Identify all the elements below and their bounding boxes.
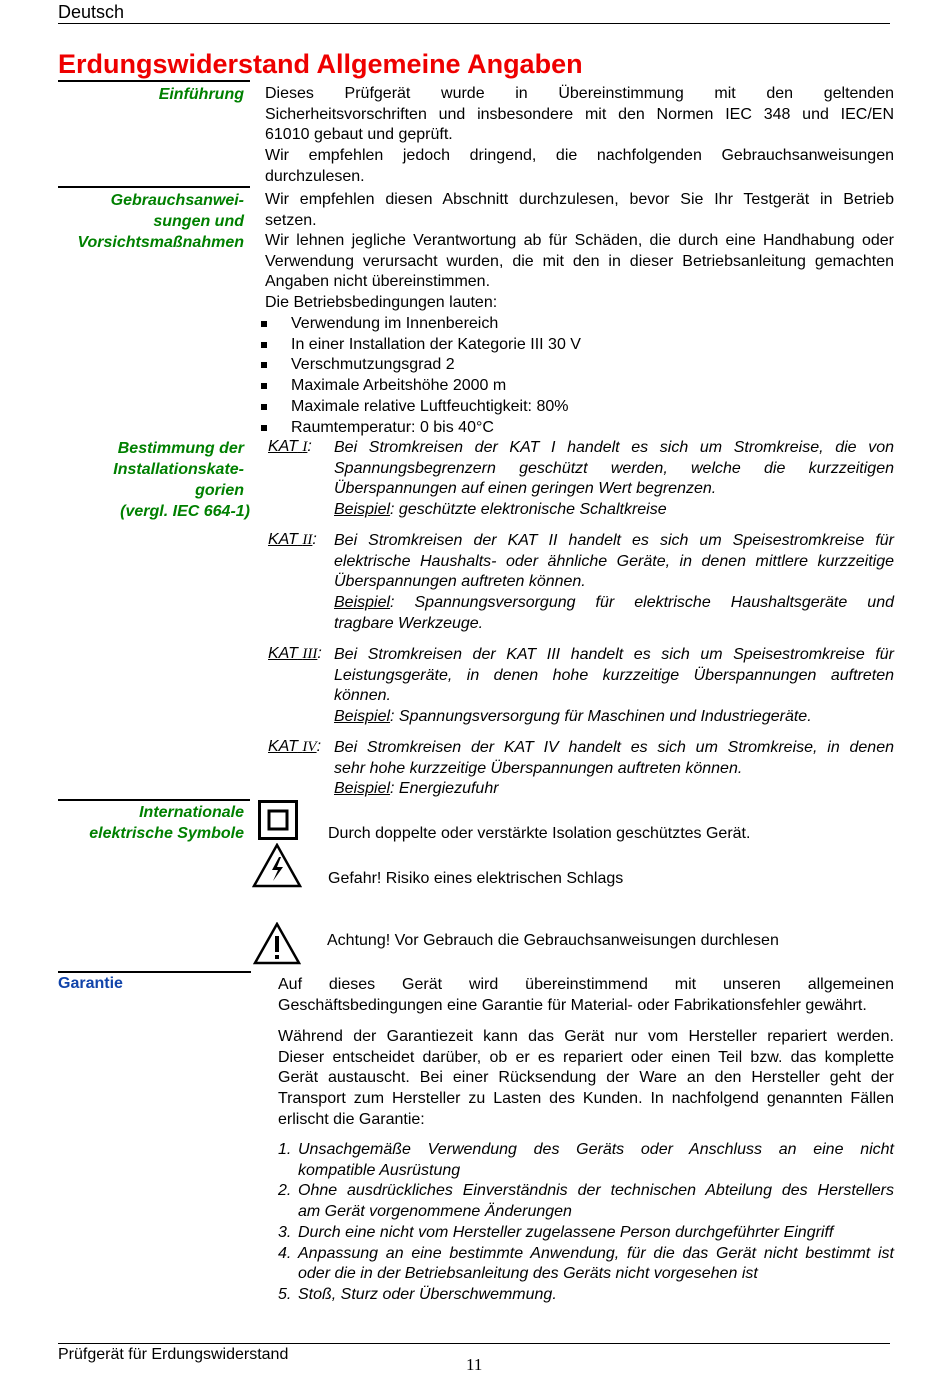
bullet-icon [261, 362, 267, 368]
text-line: Auf dieses Gerät wird übereinstimmend mit unseren allgemeinen [278, 976, 894, 993]
kat-1-description [334, 438, 894, 521]
intro-paragraph-2 [265, 146, 894, 187]
list-item: Verschmutzungsgrad 2 [265, 355, 894, 376]
side-label-line: gorien [195, 482, 244, 499]
text-line: Transport zum Hersteller zu Lasten des Kunden. In nachfolgend genannten Fällen [278, 1090, 894, 1108]
symbol-text: Achtung! Vor Gebrauch die Gebrauchsanweisungen durchlesen [327, 932, 779, 949]
side-label-warranty: Garantie [58, 975, 123, 992]
text-line: Sicherheitsvorschriften und insbesondere mit den Normen IEC 348 und IEC/EN [265, 105, 894, 123]
text-line: Spannungsbegrenzern geschützt werden, welche die kurzzeitigen [334, 459, 894, 477]
kat-4-description [334, 738, 894, 800]
list-item: Maximale Arbeitshöhe 2000 m [265, 376, 894, 397]
warranty-exclusions-list [278, 1140, 894, 1306]
text-line: Während der Garantiezeit kann das Gerät nur vom Hersteller repariert werden. [278, 1028, 894, 1045]
bullet-icon [261, 404, 267, 410]
conditions-intro: Die Betriebsbedingungen lauten: [265, 294, 498, 311]
kat-3-label: KAT III: [268, 645, 322, 662]
warranty-paragraph-2 [278, 1027, 894, 1131]
double-insulation-icon [258, 800, 298, 840]
side-label-intro: Einführung [158, 86, 244, 103]
precautions-paragraph-2 [265, 231, 894, 293]
symbol-text: Durch doppelte oder verstärkte Isolation geschütztes Gerät. [328, 825, 751, 842]
page-title: Erdungswiderstand Allgemeine Angaben [58, 49, 583, 79]
section-rule-warranty [58, 971, 251, 973]
side-label-categories [58, 438, 250, 522]
text-line: Angaben nicht übereinstimmen. [265, 273, 491, 291]
kat-2-label: KAT II: [268, 531, 317, 548]
text-line: Überspannungen auftreten können. [334, 573, 586, 591]
side-label-line: sungen und [153, 213, 244, 230]
conditions-list [265, 314, 894, 438]
example-line: Beispiel: geschützte elektronische Schaltkreise [334, 501, 667, 519]
side-label-line: Vorsichtsmaßnahmen [77, 234, 244, 251]
list-item: 2. Ohne ausdrückliches Einverständnis der technischen Abteilung des Herstellers am Gerät vorgenommene Änderungen [278, 1182, 894, 1221]
text-line: Dieser entscheidet darüber, ob er es repariert oder einen Teil bzw. das komplette [278, 1048, 894, 1066]
list-item: Raumtemperatur: 0 bis 40°C [265, 418, 894, 439]
text-line: Verwendung verursacht wurden, die mit den in dieser Betriebsanleitung gemachten [265, 252, 894, 270]
list-item: 5. Stoß, Sturz oder Überschwemmung. [278, 1285, 557, 1303]
list-item: Verwendung im Innenbereich [265, 314, 894, 335]
text-line: sehr hohe kurzzeitige Überspannungen auftreten können. [334, 759, 743, 777]
list-item: Maximale relative Luftfeuchtigkeit: 80% [265, 397, 894, 418]
bullet-icon [261, 342, 267, 348]
warranty-paragraph-1 [278, 975, 894, 1016]
page-number: 11 [466, 1355, 483, 1374]
section-rule-intro [58, 80, 250, 82]
precautions-paragraph-1 [265, 190, 894, 231]
caution-warning-icon [253, 922, 301, 965]
kat-2-description [334, 531, 894, 635]
text-line: Wir empfehlen jedoch dringend, die nachfolgenden Gebrauchsanweisungen [265, 147, 894, 164]
text-line: erlischt die Garantie: [278, 1110, 425, 1128]
side-label-symbols [58, 802, 244, 844]
list-item: In einer Installation der Kategorie III 30 V [265, 335, 894, 356]
text-line: Wir empfehlen diesen Abschnitt durchzulesen, bevor Sie Ihr Testgerät in Betrieb [265, 191, 894, 208]
side-label-line: Internationale [139, 804, 244, 821]
example-line: Beispiel: Spannungsversorgung für Maschinen und Industriegeräte. [334, 708, 812, 726]
side-label-line: Gebrauchsanwei- [110, 192, 244, 209]
header-language: Deutsch [58, 2, 125, 22]
bullet-icon [261, 425, 267, 431]
kat-3-description [334, 645, 894, 728]
list-item: 4. Anpassung an eine bestimmte Anwendung, für die das Gerät nicht bestimmt ist oder die in der Betriebsanleitung des Geräts nicht vorgesehen ist [278, 1244, 894, 1283]
text-line: Bei Stromkreisen der KAT III handelt es sich um Speisestromkreise für [334, 646, 894, 663]
footer-title: Prüfgerät für Erdungswiderstand [58, 1346, 289, 1363]
bullet-icon [261, 321, 267, 327]
section-rule-precautions [58, 186, 250, 188]
intro-paragraph-1 [265, 84, 894, 146]
text-line: Geschäftsbedingungen eine Garantie für Material- oder Fabrikationsfehler gewährt. [278, 996, 867, 1014]
text-line: Gerät austauscht. Bei einer Rücksendung der Ware an den Hersteller geht der [278, 1069, 894, 1087]
side-label-precautions [58, 190, 244, 253]
list-item: 1. Unsachgemäße Verwendung des Geräts oder Anschluss an eine nicht kompatible Ausrüstung [278, 1141, 894, 1179]
header-rule [58, 23, 890, 24]
symbol-text: Gefahr! Risiko eines elektrischen Schlags [328, 870, 624, 887]
text-line: Dieses Prüfgerät wurde in Übereinstimmung mit den geltenden [265, 85, 894, 102]
text-line: tragbare Werkzeuge. [334, 614, 484, 632]
bullet-icon [261, 383, 267, 389]
text-line: setzen. [265, 211, 317, 229]
electric-shock-warning-icon [252, 843, 302, 888]
section-rule-symbols [58, 799, 250, 801]
text-line: 61010 gebaut und geprüft. [265, 126, 453, 144]
text-line: können. [334, 687, 391, 705]
example-line: Beispiel: Spannungsversorgung für elektrische Haushaltsgeräte und [334, 594, 894, 612]
side-label-line: (vergl. IEC 664-1) [120, 503, 250, 520]
text-line: durchzulesen. [265, 167, 365, 185]
text-line: Bei Stromkreisen der KAT II handelt es sich um Speisestromkreise für [334, 532, 894, 549]
example-line: Beispiel: Energiezufuhr [334, 780, 499, 798]
text-line: Leistungsgeräte, in denen hohe kurzzeitige Überspannungen auftreten [334, 666, 894, 684]
list-item: 3. Durch eine nicht vom Hersteller zugelassene Person durchgeführter Eingriff [278, 1223, 834, 1241]
text-line: Bei Stromkreisen der KAT I handelt es sich um Stromkreise, die von [334, 439, 894, 456]
text-line: elektrische Haushalts- oder ähnliche Geräte, in denen mittlere kurzzeitige [334, 552, 894, 570]
text-line: Wir lehnen jegliche Verantwortung ab für Schäden, die durch eine Handhabung oder [265, 232, 894, 249]
side-label-line: Bestimmung der [117, 440, 244, 457]
kat-4-label: KAT IV: [268, 738, 322, 755]
side-label-line: elektrische Symbole [89, 825, 244, 842]
kat-1-label: KAT I: [268, 438, 312, 455]
text-line: Überspannungen auf einen geringen Wert begrenzen. [334, 480, 717, 498]
text-line: Bei Stromkreisen der KAT IV handelt es sich um Stromkreise, in denen [334, 739, 894, 756]
footer-rule [58, 1343, 890, 1344]
side-label-line: Installationskate- [113, 461, 244, 478]
